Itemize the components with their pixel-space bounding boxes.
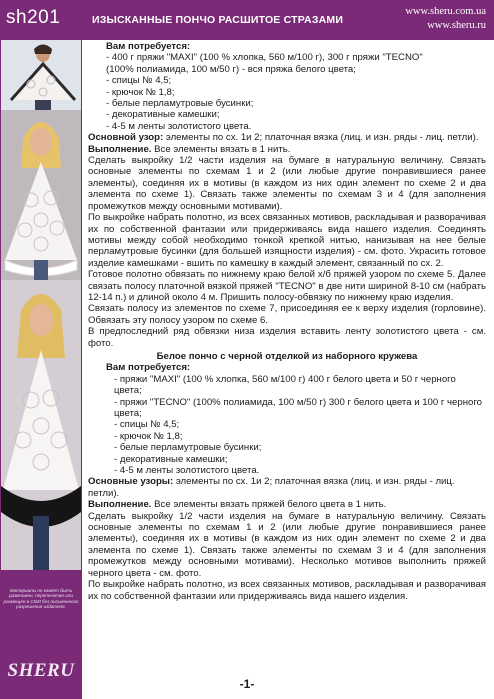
materials-item-2: - 4-5 м ленты золотистого цвета.: [114, 465, 260, 477]
execution-2: [88, 499, 486, 510]
instruction-paragraph-2: По выкройке набрать полотно, из всех связанных мотивов, раскладывая и разворачивая их по собственной фантазии или придерживаясь вида нашего изделия.: [88, 579, 486, 602]
brand-logo: SHERU: [7, 660, 75, 681]
execution-label-2: Выполнение.: [88, 499, 152, 511]
materials-item: - спицы № 4,5;: [106, 75, 172, 87]
materials-item: - 4-5 м ленты золотистого цвета.: [106, 120, 252, 132]
poncho-photo-small: [1, 40, 81, 110]
main-pattern-2: [88, 476, 486, 499]
poncho-photo-black-trim: [1, 280, 81, 570]
copyright-notice: Материалы не может быть размножен, перепечатан или размещен в СМИ без письменного разрешения издателя.: [3, 588, 79, 610]
main-pattern-label: Основной узор:: [88, 132, 164, 144]
instruction-paragraph-2: Сделать выкройку 1/2 части изделия на бумаге в натуральную величину. Связать основные элементы по схемам 1 и 2 (или любые другие понравившиеся ранее элементы), соединяя их в мотивы (в каждом из них один элемент по схеме 2 и два элемента по схеме 1). Связать также элементы по схемам 3 и 4 (для заполнения промежутков между основными мотивами). Несколько мотивов выполнить пряжей черного цвета - см. фото.: [88, 510, 486, 579]
instruction-paragraph: По выкройке набрать полотно, из всех связанных мотивов, раскладывая и разворачивая их по собственной фантазии или придерживаясь вида нашего изделия. Соединять мотивы между собой необходимо тонкой крепкой нитью, нанизывая на нее белые перламутровые бусинки (для большей изящности изделия) - см. фото. Украсить готовое изделие камешками - вшить по камешку в каждый элемент, связанный по сх. 2.: [88, 212, 486, 269]
instruction-paragraph: В предпоследний ряд обвязки низа изделия вставить ленту золотистого цвета - см. фото.: [88, 326, 486, 349]
website-link[interactable]: www.sheru.com.ua: [405, 6, 486, 17]
execution-text-2: Все элементы вязать пряжей белого цвета в 1 нить.: [151, 499, 387, 511]
main-pattern-text-2: элементы по сх. 1и 2; платочная вязка (лиц. и изн. ряды - лиц. петли).: [88, 476, 455, 499]
instruction-paragraph: Готовое полотно обвязать по нижнему краю белой х/б пряжей узором по схеме 5. Далее связать полосу платочной вязкой пряжей "TECNO" в две нити шириной 8-10 см (набрать 12-14 п.) и длиной около 4 м. Пришить полосу-обвязку по нижнему краю изделия.: [88, 269, 486, 303]
materials-item: (100% полиамида, 100 м/50 г) - вся пряжа белого цвета;: [106, 63, 356, 75]
catalog-code: sh201: [6, 7, 61, 28]
materials-item: - 400 г пряжи "MAXI" (100 % хлопка, 560 м/100 г), 300 г пряжи "TECNO": [106, 52, 423, 64]
materials-item-2: - пряжи "MAXI" (100 % хлопка, 560 м/100 г) 400 г белого цвета и 50 г черного цвета;: [114, 373, 456, 397]
materials-item-2: - крючок № 1,8;: [114, 430, 183, 442]
materials-item-2: - спицы № 4,5;: [114, 419, 180, 431]
materials-item: - декоративные камешки;: [106, 109, 220, 121]
section-title: Белое пончо с черной отделкой из наборного кружева: [156, 350, 418, 362]
execution-label: Выполнение.: [88, 143, 152, 155]
instruction-paragraph: Связать полосу из элементов по схеме 7, присоединяя ее к верху изделия (горловине). Обвязать эту полосу узором по схеме 6.: [88, 303, 486, 326]
main-pattern-label-2: Основные узоры:: [88, 476, 174, 488]
materials-item-2: - белые перламутровые бусинки;: [114, 442, 262, 454]
article-body: [88, 41, 486, 602]
header-bar: [0, 0, 494, 40]
materials-heading: Вам потребуется:: [106, 41, 191, 52]
poncho-photo-white: [1, 110, 81, 280]
execution: [88, 144, 486, 155]
main-pattern: [88, 132, 486, 143]
materials-item: - белые перламутровые бусинки;: [106, 98, 254, 110]
page-title: ИЗЫСКАННЫЕ ПОНЧО РАСШИТОЕ СТРАЗАМИ: [92, 14, 344, 26]
materials-item: - крючок № 1,8;: [106, 86, 175, 98]
materials-heading-2: Вам потребуется:: [106, 362, 191, 374]
instruction-paragraph: Сделать выкройку 1/2 части изделия на бумаге в натуральную величину. Связать основные элементы по схемам 1 и 2 (или любые другие понравившиеся ранее элементы), соединяя их в мотивы (в каждом из них один элемент по схеме 2 и два элемента по схеме 1). Связать также элементы по схемам 3 и 4 (для заполнения промежутков между основными мотивами).: [88, 155, 486, 212]
website-link-alt[interactable]: www.sheru.ru: [427, 20, 486, 31]
execution-text: Все элементы вязать в 1 нить.: [151, 143, 291, 155]
materials-item-2: - пряжи "TECNO" (100% полиамида, 100 м/50 г) 300 г белого цвета и 100 г черного цвета;: [114, 396, 482, 419]
page-number: -1-: [239, 677, 255, 691]
materials-item-2: - декоративные камешки;: [114, 453, 228, 465]
main-pattern-text: элементы по сх. 1и 2; платочная вязка (лиц. и изн. ряды - лиц. петли).: [163, 132, 479, 144]
